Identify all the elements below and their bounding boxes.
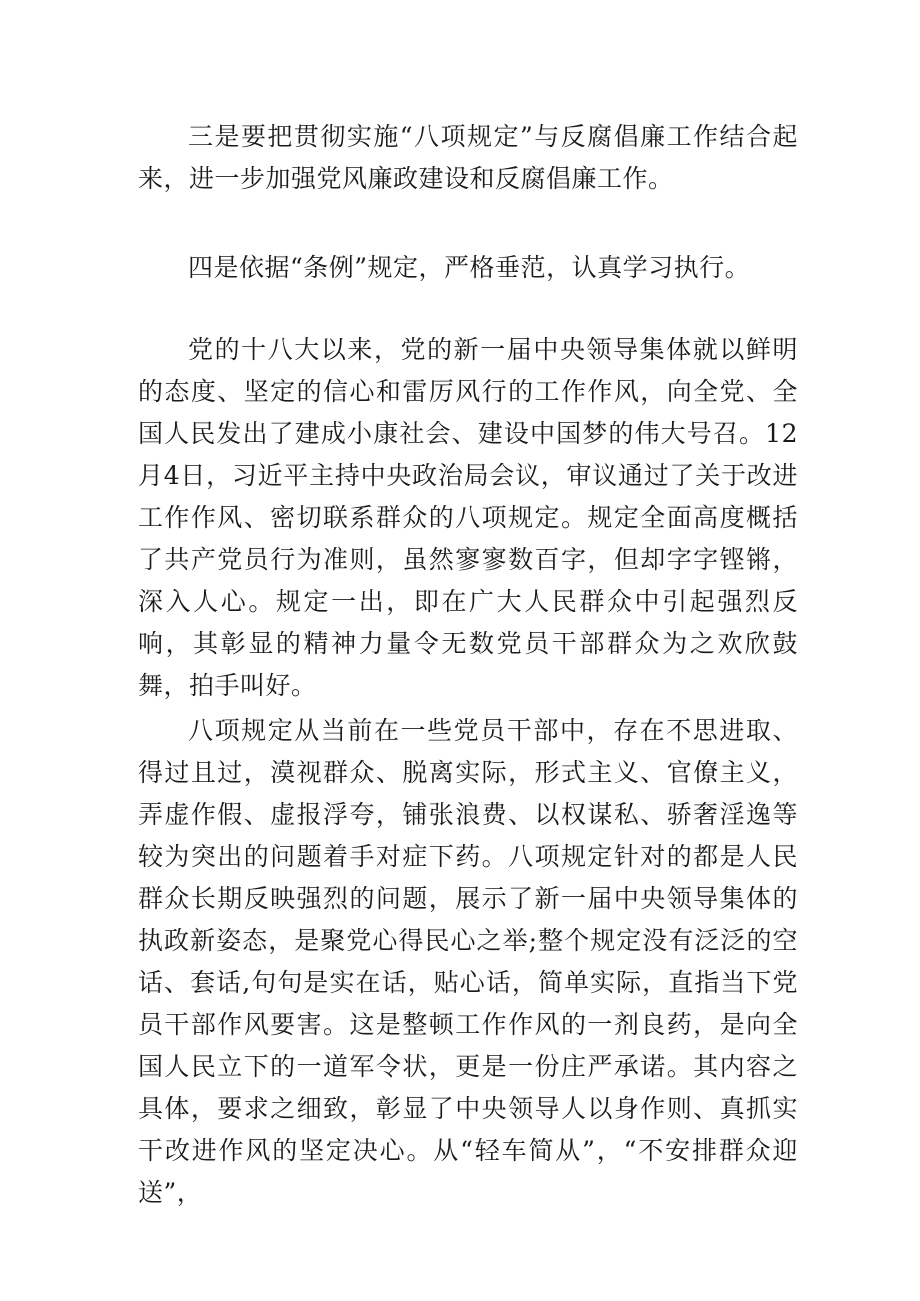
paragraph-2: 四是依据“条例”规定，严格垂范，认真学习执行。 bbox=[188, 253, 751, 282]
paragraph-1: 三是要把贯彻实施“八项规定”与反腐倡廉工作结合起来，进一步加强党风廉政建设和反腐倡廉工作。 bbox=[138, 122, 798, 193]
paragraph-4: 八项规定从当前在一些党员干部中，存在不思进取、得过且过，漠视群众、脱离实际，形式主义、官僚主义，弄虚作假、虚报浮夸，铺张浪费、以权谋私、骄奢淫逸等较为突出的问题着手对症下药。八项规定针对的都是人民群众长期反映强烈的问题，展示了新一届中央领导集体的执政新姿态，是聚党心得民心之举;整个规定没有泛泛的空话、套话,句句是实在话，贴心话，简单实际，直指当下党员干部作风要害。这是整顿工作作风的一剂良药，是向全国人民立下的一道军令状，更是一份庄严承诺。其内容之具体，要求之细致，彰显了中央领导人以身作则、真抓实干改进作风的坚定决心。从“轻车简从”，“不安排群众迎送”， bbox=[138, 716, 798, 1207]
paragraph-3: 党的十八大以来，党的新一届中央领导集体就以鲜明的态度、坚定的信心和雷厉风行的工作作风，向全党、全国人民发出了建成小康社会、建设中国梦的伟大号召。12月4日，习近平主持中央政治局会议，审议通过了关于改进工作作风、密切联系群众的八项规定。规定全面高度概括了共产党员行为准则，虽然寥寥数百字，但却字字铿锵，深入人心。规定一出，即在广大人民群众中引起强烈反响，其彰显的精神力量令无数党员干部群众为之欢欣鼓舞，拍手叫好。 bbox=[138, 335, 798, 700]
